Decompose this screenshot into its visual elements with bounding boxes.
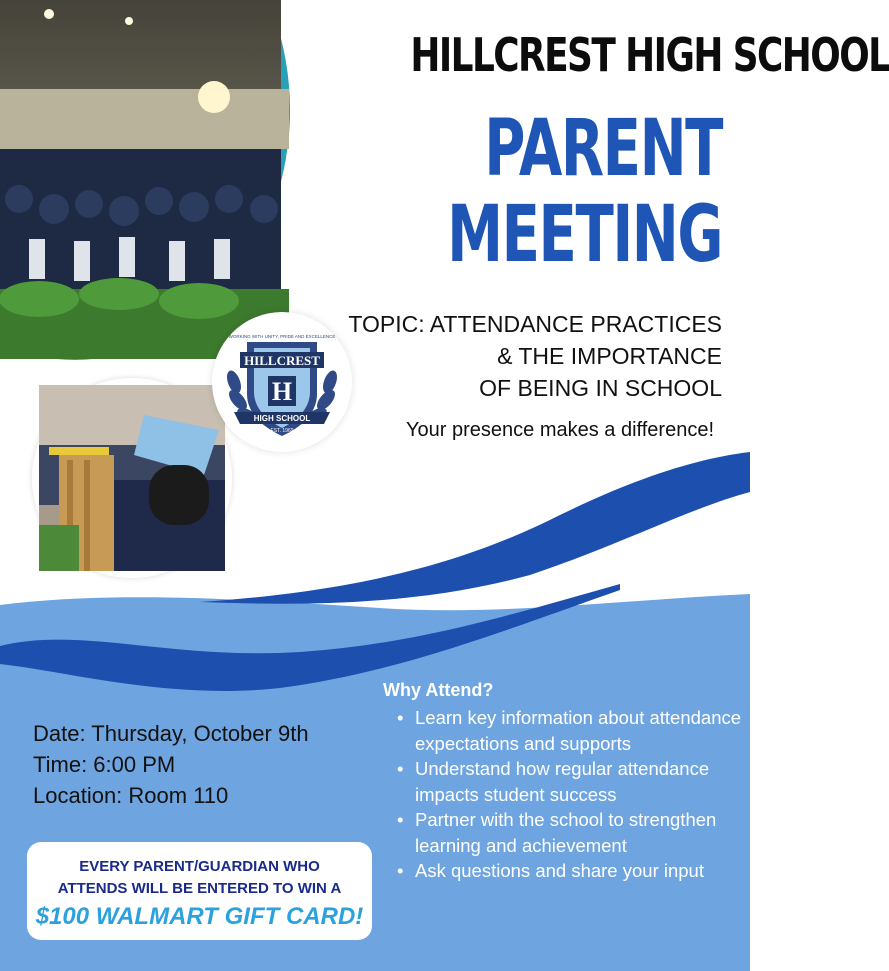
- topic-block: [302, 308, 722, 404]
- why-attend-item: • Ask questions and share your input: [415, 858, 775, 884]
- crest-arc-text: WORKING WITH UNITY, PRIDE AND EXCELLENCE: [228, 334, 336, 339]
- crest-name-text: HILLCREST: [244, 353, 320, 368]
- school-name: HILLCREST HIGH SCHOOL: [410, 28, 889, 82]
- why-attend-heading: Why Attend?: [383, 680, 494, 700]
- meeting-details: [33, 718, 309, 811]
- tagline: Your presence makes a difference!: [406, 419, 714, 441]
- topic-line-2: & THE IMPORTANCE: [497, 343, 722, 369]
- topic-line-3: OF BEING IN SCHOOL: [479, 375, 722, 401]
- prize-line-2: ATTENDS WILL BE ENTERED TO WIN A: [57, 880, 342, 897]
- prize-gift-card: $100 WALMART GIFT CARD!: [35, 903, 364, 930]
- meeting-location: Location: Room 110: [33, 783, 229, 808]
- prize-line-1: EVERY PARENT/GUARDIAN WHO: [79, 858, 320, 875]
- meeting-time: Time: 6:00 PM: [33, 752, 176, 777]
- crest-est-text: EST. 1969: [270, 428, 294, 434]
- title-meeting: MEETING: [447, 190, 722, 280]
- title-parent: PARENT: [484, 104, 722, 194]
- crest-letter-text: H: [271, 377, 293, 406]
- graduation-crowd-photo: [0, 0, 290, 360]
- meeting-date: Date: Thursday, October 9th: [33, 721, 309, 746]
- why-attend-item: • Learn key information about attendance expectations and supports: [415, 705, 775, 756]
- crest-banner-text: HIGH SCHOOL: [253, 414, 311, 423]
- prize-box: [27, 842, 372, 940]
- why-attend-item: • Understand how regular attendance impacts student success: [415, 756, 775, 807]
- topic-line-1: TOPIC: ATTENDANCE PRACTICES: [348, 311, 722, 337]
- graduates-caps-photo: [32, 378, 232, 578]
- why-attend-item: • Partner with the school to strengthen learning and achievement: [415, 807, 775, 858]
- why-attend-list: [383, 705, 775, 884]
